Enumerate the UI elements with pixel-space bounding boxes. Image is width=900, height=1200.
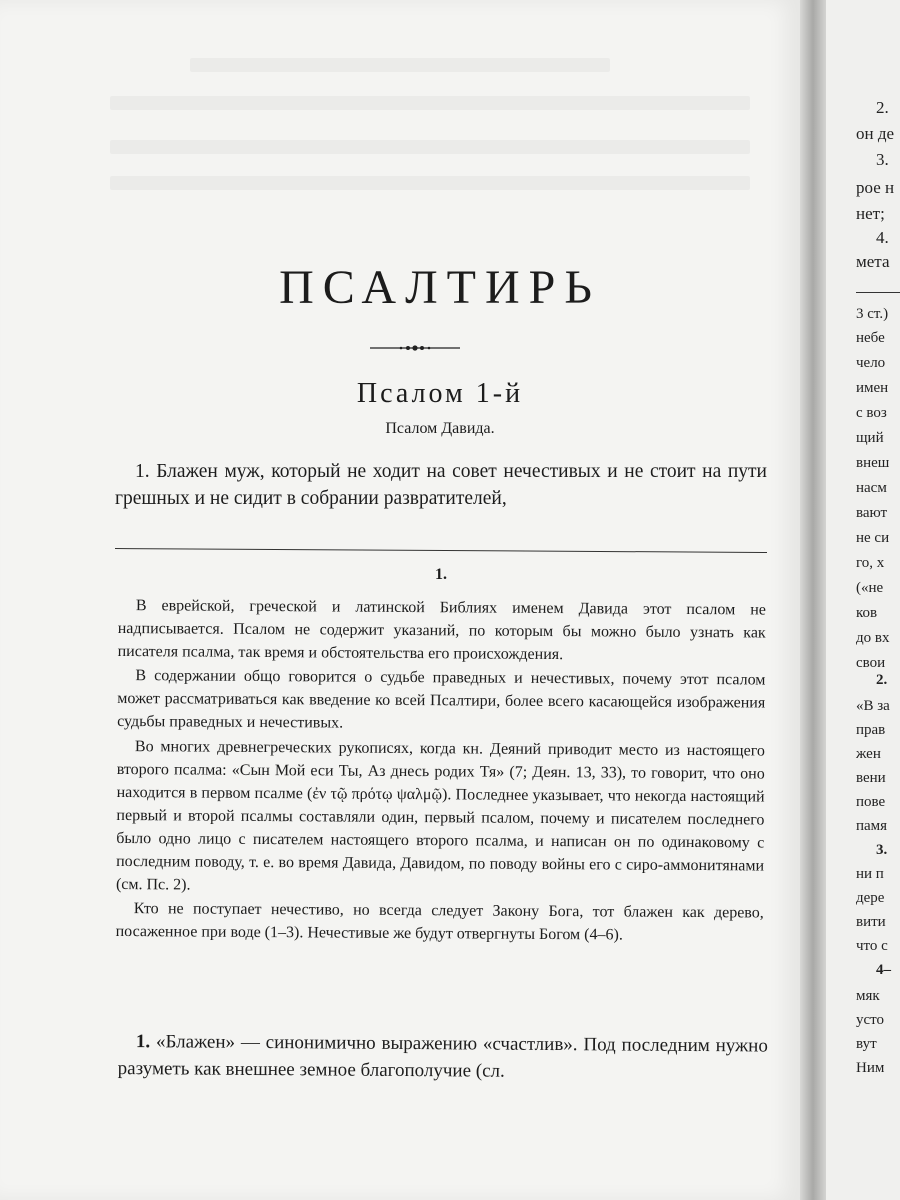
right-page-line: мяк	[856, 988, 880, 1004]
bleed-through	[110, 140, 750, 154]
right-page-line: не си	[856, 530, 890, 546]
right-page-line: 2.	[876, 672, 888, 688]
right-page-line: свои	[856, 655, 886, 671]
right-page-line: щий	[856, 430, 884, 446]
commentary-paragraph: В содержании общо говорится о судьбе праведных и нечестивых, почему этот псалом может рассматриваться как введение ко всей Псалтири, более всего касающейся изображения судьбы праведных и нечестивых.	[117, 667, 766, 733]
right-page-line: чело	[856, 355, 886, 371]
right-page-line: вени	[856, 770, 886, 786]
right-page-line: что с	[856, 938, 888, 954]
right-page-line: памя	[856, 818, 888, 834]
right-page-line: внеш	[856, 455, 890, 471]
book-gutter	[800, 0, 826, 1200]
right-page-line: вити	[856, 914, 886, 930]
right-page-line: 4–	[876, 962, 891, 978]
right-page-line: вут	[856, 1036, 877, 1052]
right-page-line: 4.	[876, 228, 889, 247]
bleed-through	[110, 176, 750, 190]
commentary-paragraph: Во многих древнегреческих рукописях, когда кн. Деяний приводит место из настоящего второго псалма: «Сын Мой еси Ты, Аз днесь родих Тя» (7; Деян. 13, 33), то говорит, что оно находится в первом псалме (ἐν τῷ πρότῳ ψαλμῷ). Последнее указывает, что некогда настоящий первый и второй псалмы составляли один, первый псалом, почему и писателем последнего было одно лицо с писателем настоящего второго псалма, и написан он по одинаковому с последним поводу, т. е. во время Давида, Давидом, по поводу войны его с сиро-аммонитянами (см. Пс. 2).	[115, 737, 765, 894]
verse-note	[118, 1028, 768, 1087]
right-page-line: 2.	[876, 98, 889, 117]
psalm-subtitle: Псалом Давида.	[385, 420, 495, 437]
commentary-paragraph: В еврейской, греческой и латинской Библиях именем Давида этот псалом не надписывается. Псалом не содержит указаний, по которым бы можно было узнать как писателя псалма, так время и обстоятельства его происхождения.	[117, 597, 766, 664]
note-number: 1.	[135, 1031, 151, 1053]
verse-text: 1. Блажен муж, который не ходит на совет нечестивых и не стоит на пути грешных и не сидит в собрании развратителей,	[115, 461, 767, 509]
right-page-line: он де	[856, 124, 895, 143]
right-page-line: насм	[856, 480, 887, 496]
right-page-line: усто	[856, 1012, 885, 1028]
right-page-line: прав	[856, 722, 886, 738]
right-page-line: дере	[856, 890, 885, 906]
right-page-line: ни п	[856, 866, 884, 882]
right-page-line: 3.	[876, 150, 889, 169]
right-page-line: пове	[856, 794, 886, 810]
right-page-line: 3.	[876, 842, 888, 858]
right-page-line: рое н	[856, 178, 895, 197]
commentary-number: 1.	[435, 566, 447, 583]
right-page-line: «В за	[856, 698, 890, 714]
right-page-line: вают	[856, 505, 888, 521]
right-page-line: нет;	[856, 204, 885, 223]
bleed-through	[110, 96, 750, 110]
right-page-line: мета	[856, 252, 890, 271]
right-page-line: 3 ст.)	[856, 306, 889, 322]
right-page-divider	[856, 292, 900, 293]
book-title: ПСАЛТИРЬ	[279, 261, 601, 315]
right-page	[826, 0, 900, 1200]
ornament-divider-icon	[370, 343, 460, 353]
section-divider	[115, 548, 767, 553]
psalm-heading: Псалом 1-й	[356, 378, 524, 409]
right-page-line: Ним	[856, 1060, 885, 1076]
right-page-line: небе	[856, 330, 885, 346]
commentary-paragraph: Кто не поступает нечестиво, но всегда следует Закону Бога, тот блажен как дерево, посаженное при воде (1–3). Нечестивые же будут отвергнуты Богом (4–6).	[115, 900, 764, 944]
right-page-line: го, х	[856, 555, 885, 571]
bleed-through	[190, 58, 610, 72]
right-page-line: жен	[856, 746, 881, 762]
right-page-line: («не	[856, 580, 884, 596]
right-page-line: до вх	[856, 630, 890, 646]
note-text: «Блажен» — синонимично выражению «счастлив». Под последним нужно разуметь как внешнее земное благополучие (сл.	[117, 1031, 768, 1082]
right-page-line: ков	[856, 605, 878, 621]
right-page-line: имен	[856, 380, 889, 396]
commentary	[116, 594, 766, 949]
right-page-line: с воз	[856, 405, 887, 421]
